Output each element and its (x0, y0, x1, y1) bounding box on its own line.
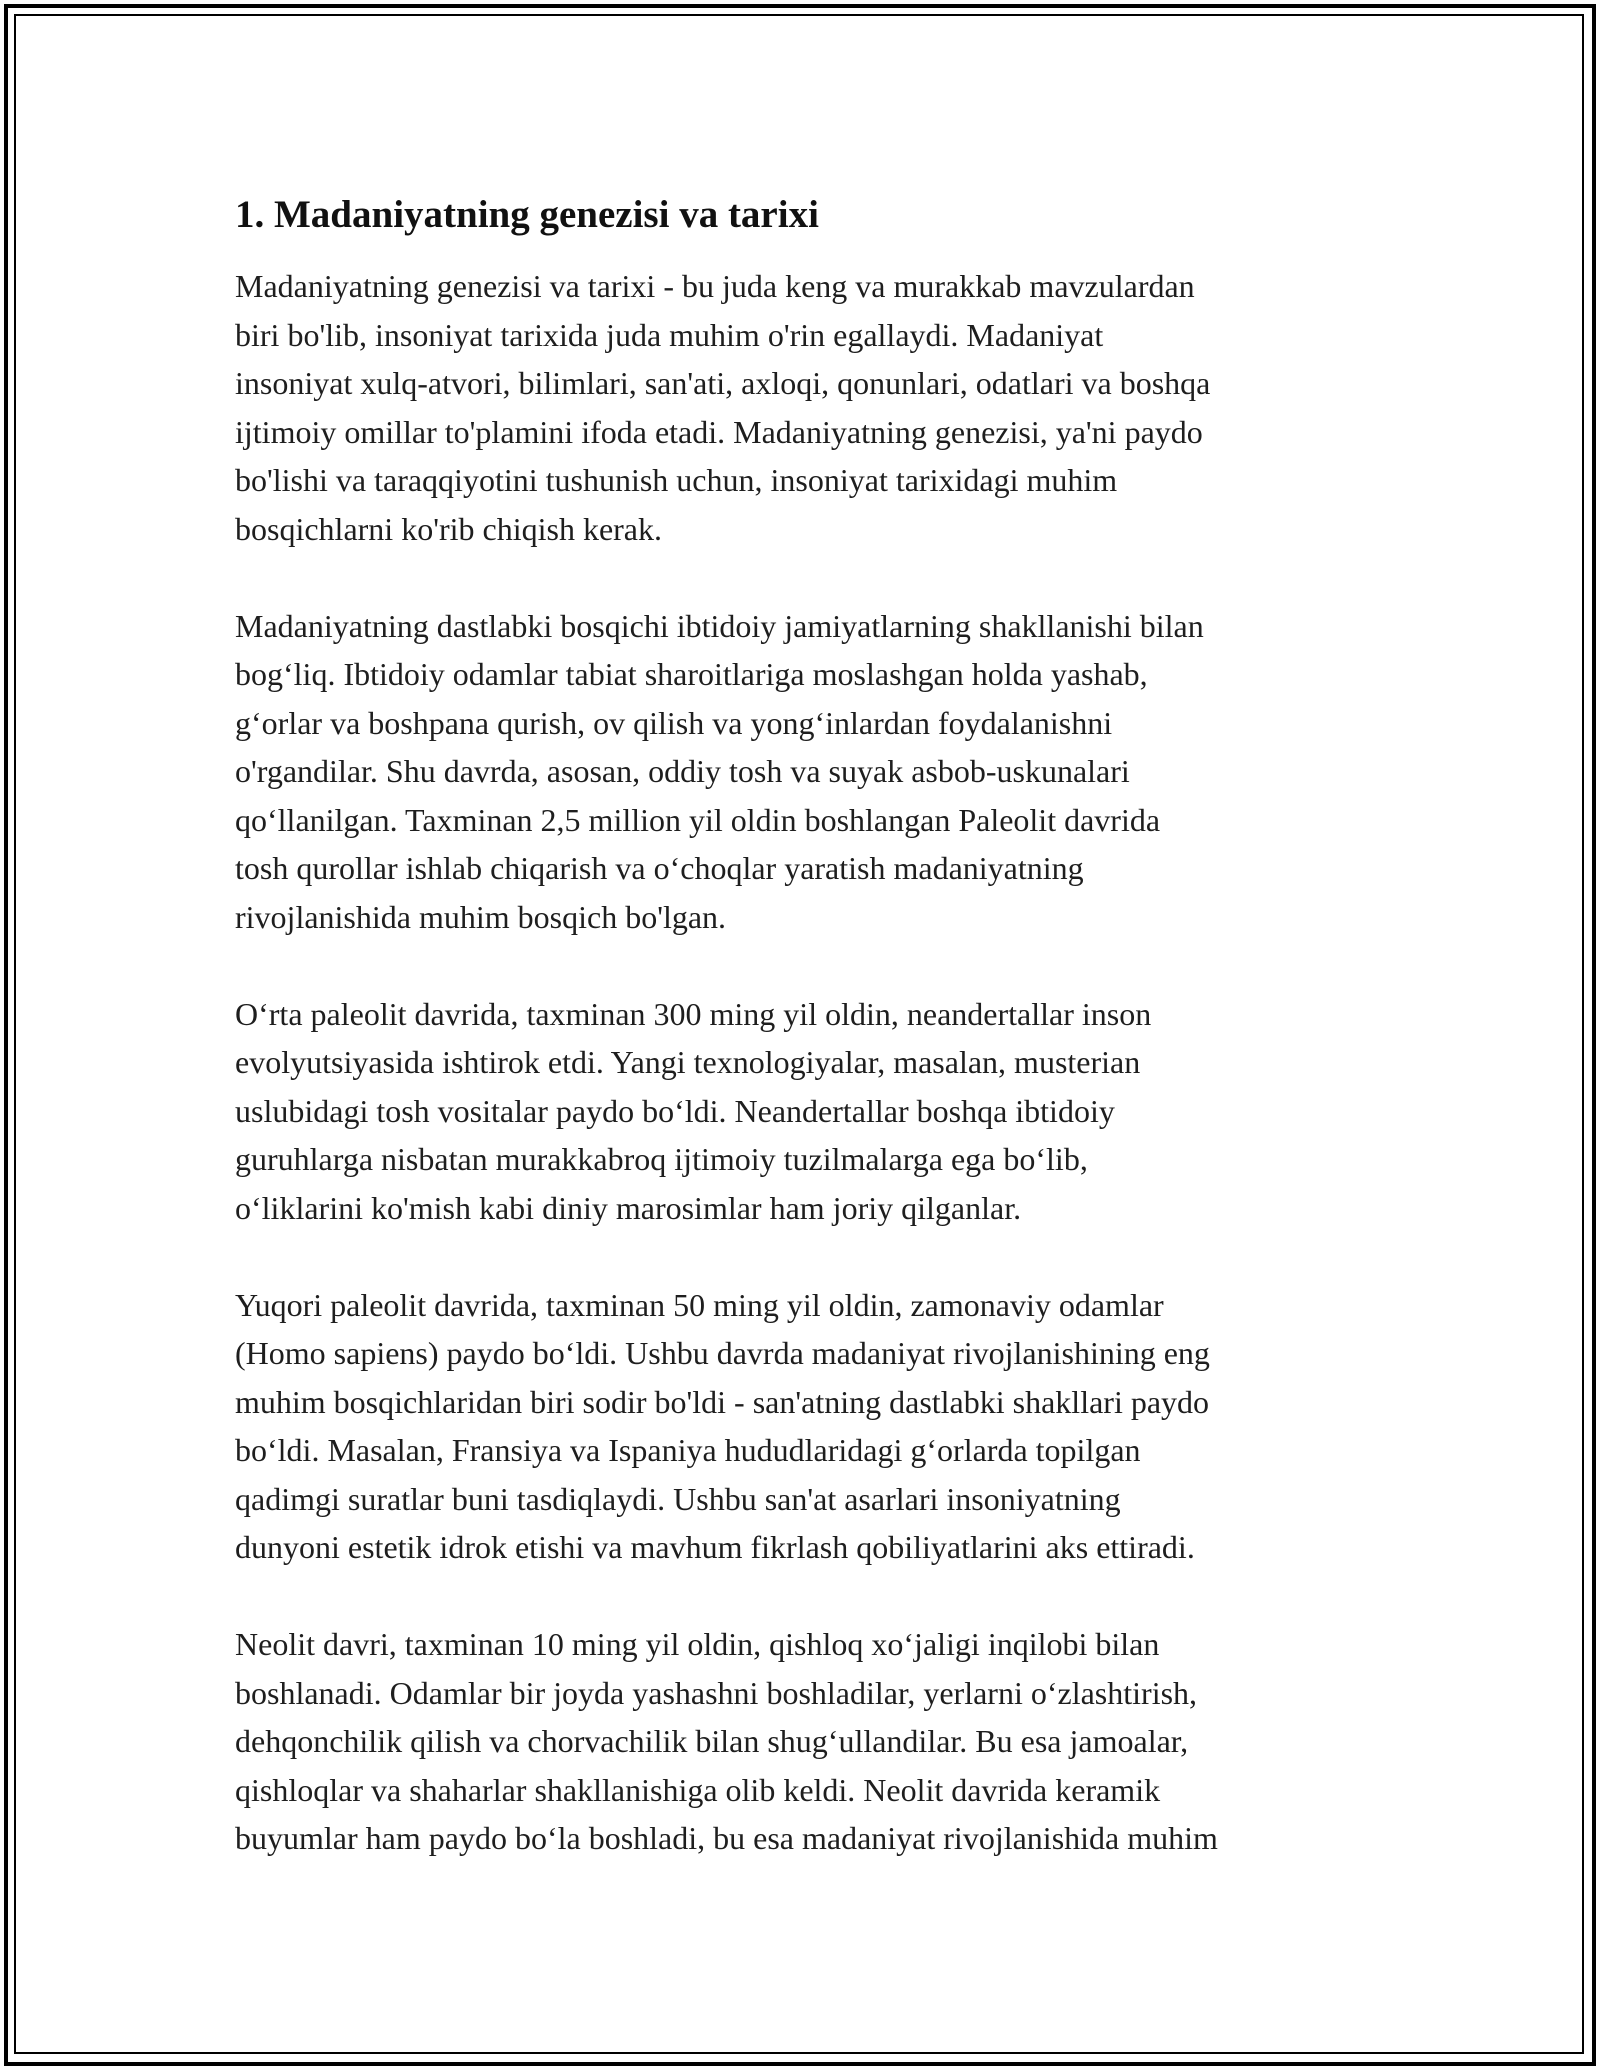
paragraph-1 (235, 262, 1385, 553)
text-line: Madaniyatning genezisi va tarixi - bu juda keng va murakkab mavzulardan (235, 268, 1195, 304)
section-heading: 1. Madaniyatning genezisi va tarixi (235, 193, 819, 236)
text-line: insoniyat xulq-atvori, bilimlari, san'ati, axloqi, qonunlari, odatlari va boshqa (235, 365, 1211, 401)
text-line: (Homo sapiens) paydo bo‘ldi. Ushbu davrda madaniyat rivojlanishining eng (235, 1335, 1210, 1371)
text-line: evolyutsiyasida ishtirok etdi. Yangi texnologiyalar, masalan, musterian (235, 1044, 1141, 1080)
text-line: buyumlar ham paydo bo‘la boshladi, bu esa madaniyat rivojlanishida muhim (235, 1820, 1218, 1856)
text-line: o‘liklarini ko'mish kabi diniy marosimlar ham joriy qilganlar. (235, 1189, 1022, 1226)
text-line: qadimgi suratlar buni tasdiqlaydi. Ushbu san'at asarlari insoniyatning (235, 1480, 1121, 1517)
document-body (235, 188, 1385, 1911)
text-line: tosh qurollar ishlab chiqarish va o‘choqlar yaratish madaniyatning (235, 850, 1084, 886)
text-line: Yuqori paleolit davrida, taxminan 50 ming yil oldin, zamonaviy odamlar (235, 1286, 1164, 1323)
text-line: dunyoni estetik idrok etishi va mavhum fikrlash qobiliyatlarini aks ettiradi. (235, 1529, 1195, 1565)
text-line: boshlanadi. Odamlar bir joyda yashashni boshladilar, yerlarni o‘zlashtirish, (235, 1674, 1198, 1711)
paragraph-5 (235, 1620, 1385, 1863)
text-line: dehqonchilik qilish va chorvachilik bilan shug‘ullandilar. Bu esa jamoalar, (235, 1723, 1189, 1759)
text-line: muhim bosqichlaridan biri sodir bo'ldi - san'atning dastlabki shakllari paydo (235, 1383, 1210, 1420)
text-line: O‘rta paleolit davrida, taxminan 300 ming yil oldin, neandertallar inson (235, 995, 1152, 1032)
text-line: bo‘ldi. Masalan, Fransiya va Ispaniya hududlaridagi g‘orlarda topilgan (235, 1432, 1141, 1468)
text-line: qishloqlar va shaharlar shakllanishiga olib keldi. Neolit davrida keramik (235, 1771, 1161, 1808)
text-line: uslubidagi tosh vositalar paydo bo‘ldi. Neandertallar boshqa ibtidoiy (235, 1092, 1115, 1129)
text-line: o'rgandilar. Shu davrda, asosan, oddiy tosh va suyak asbob-uskunalari (235, 753, 1130, 789)
text-line: bog‘liq. Ibtidoiy odamlar tabiat sharoitlariga moslashgan holda yashab, (235, 656, 1148, 692)
text-line: bosqichlarni ko'rib chiqish kerak. (235, 510, 662, 547)
text-line: ijtimoiy omillar to'plamini ifoda etadi. Madaniyatning genezisi, ya'ni paydo (235, 413, 1203, 450)
text-line: qo‘llanilgan. Taxminan 2,5 million yil oldin boshlangan Paleolit davrida (235, 801, 1161, 838)
paragraph-3 (235, 990, 1385, 1233)
text-line: bo'lishi va taraqqiyotini tushunish uchun, insoniyat tarixidagi muhim (235, 462, 1118, 498)
paragraph-2 (235, 602, 1385, 942)
text-line: Madaniyatning dastlabki bosqichi ibtidoiy jamiyatlarning shakllanishi bilan (235, 607, 1204, 644)
text-line: biri bo'lib, insoniyat tarixida juda muhim o'rin egallaydi. Madaniyat (235, 316, 1104, 353)
text-line: rivojlanishida muhim bosqich bo'lgan. (235, 898, 727, 935)
paragraph-4 (235, 1281, 1385, 1572)
text-line: g‘orlar va boshpana qurish, ov qilish va yong‘inlardan foydalanishni (235, 704, 1113, 741)
text-line: guruhlarga nisbatan murakkabroq ijtimoiy tuzilmalarga ega bo‘lib, (235, 1141, 1088, 1177)
text-line: Neolit davri, taxminan 10 ming yil oldin, qishloq xo‘jaligi inqilobi bilan (235, 1626, 1160, 1662)
